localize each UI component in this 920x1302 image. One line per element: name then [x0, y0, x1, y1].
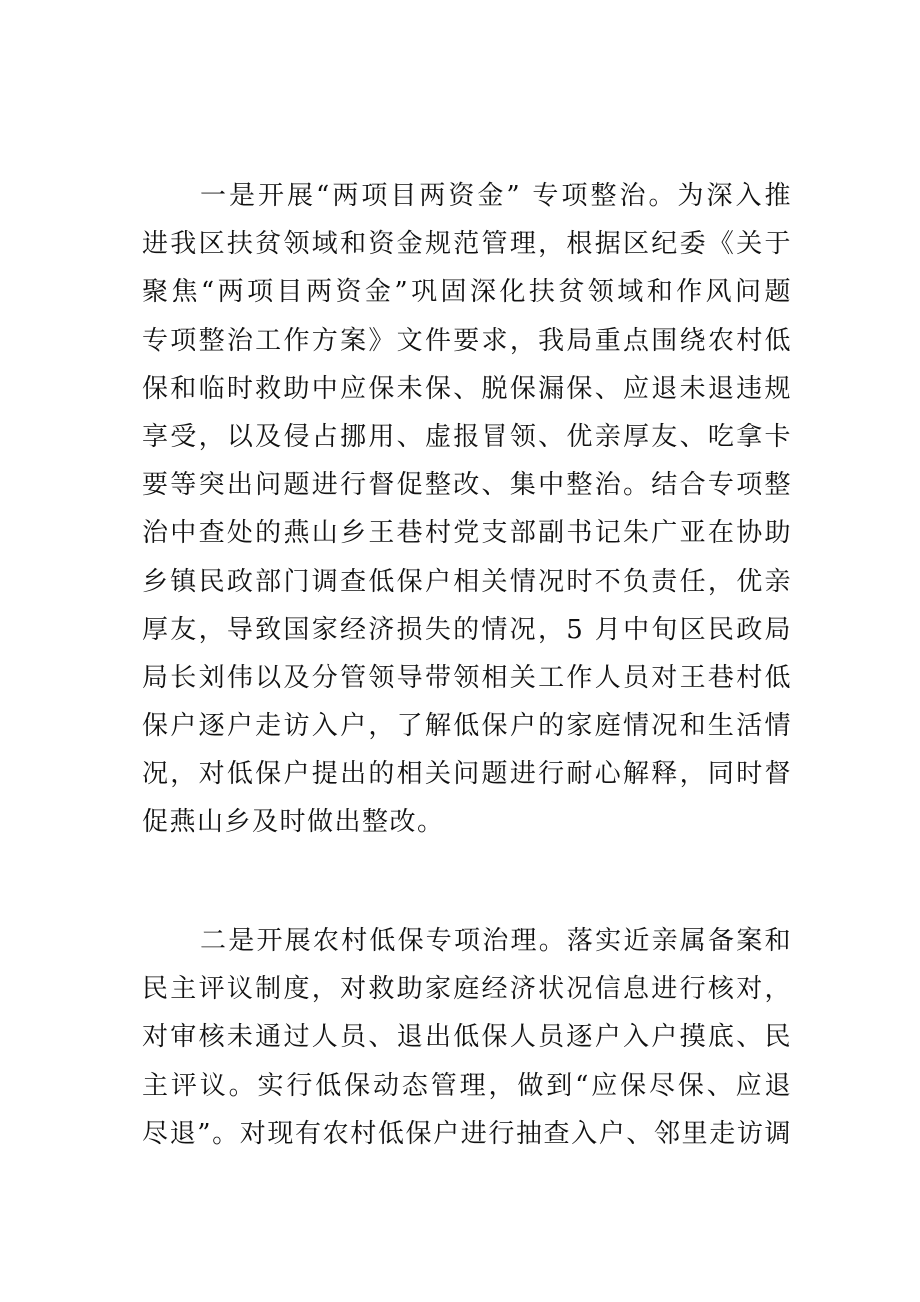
text-line: 要等突出问题进行督促整改、集中整治。结合专项整 [142, 470, 792, 501]
text-line: 况，对低保户提出的相关问题进行耐心解释，同时督 [142, 759, 792, 790]
text-line: 对审核未通过人员、退出低保人员逐户入户摸底、民 [142, 1022, 792, 1053]
text-line: 治中查处的燕山乡王巷村党支部副书记朱广亚在协助 [142, 518, 792, 549]
text-line: 保户逐户走访入户，了解低保户的家庭情况和生活情 [142, 711, 792, 742]
paragraph-1 [142, 172, 792, 847]
text-line: 享受，以及侵占挪用、虚报冒领、优亲厚友、吃拿卡 [142, 421, 792, 452]
text-line: 一是开展“两项目两资金” 专项整治。为深入推 [200, 181, 792, 211]
paragraph-2 [142, 917, 792, 1158]
text-line: 聚焦“两项目两资金”巩固深化扶贫领域和作风问题 [142, 277, 792, 308]
text-line: 专项整治工作方案》文件要求，我局重点围绕农村低 [142, 325, 792, 356]
text-line: 二是开展农村低保专项治理。落实近亲属备案和 [200, 926, 792, 956]
text-line: 保和临时救助中应保未保、脱保漏保、应退未退违规 [142, 373, 792, 404]
text-line: 乡镇民政部门调查低保户相关情况时不负责任，优亲 [142, 566, 792, 597]
text-line: 尽退”。对现有农村低保户进行抽查入户、邻里走访调 [142, 1118, 792, 1149]
text-line: 局长刘伟以及分管领导带领相关工作人员对王巷村低 [142, 662, 792, 693]
text-line: 厚友，导致国家经济损失的情况，5 月中旬区民政局 [142, 614, 792, 645]
text-line: 民主评议制度，对救助家庭经济状况信息进行核对， [142, 974, 792, 1005]
text-line: 促燕山乡及时做出整改。 [142, 807, 445, 838]
text-line: 主评议。实行低保动态管理，做到“应保尽保、应退 [142, 1070, 792, 1101]
text-line: 进我区扶贫领域和资金规范管理，根据区纪委《关于 [142, 229, 792, 260]
